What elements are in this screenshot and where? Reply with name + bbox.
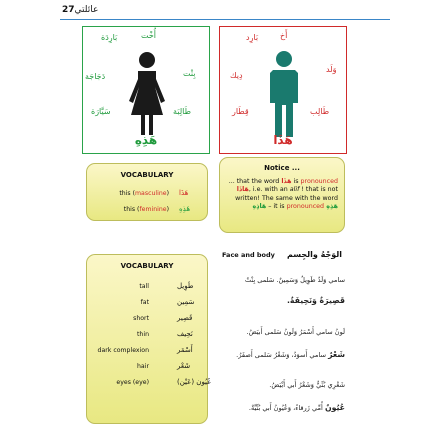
feminine-panel bbox=[82, 26, 210, 154]
section-heading-arabic: الوَجْهُ والجِسم bbox=[286, 250, 342, 259]
reading-line: قَصِيرَةٌ وَنَحِيفَةٌ. bbox=[286, 296, 345, 305]
box-title: Notice ... bbox=[264, 164, 300, 172]
vocab-english: tall bbox=[139, 283, 149, 290]
vocab-arabic: شَعْر bbox=[177, 362, 191, 370]
notice-line: هَاذِهِ – it is pronounced هَذِهِ bbox=[252, 202, 338, 210]
vocab-row bbox=[87, 362, 207, 372]
page-number: عائلتي27 bbox=[62, 5, 99, 15]
vocab-english: this (feminine) bbox=[123, 206, 169, 213]
word-label: قِطَار bbox=[232, 107, 249, 116]
word-label: طَالِب bbox=[310, 107, 330, 116]
vocab-row bbox=[87, 314, 207, 324]
reading-line: عُيُونُ أُمِّي زَرقاءُ، وَعُيُونُ أَبي بُنِّيَّةٌ. bbox=[248, 403, 345, 412]
page-header bbox=[60, 4, 390, 20]
word-label: أُخْت bbox=[141, 31, 157, 40]
word-label: بَارِدَة bbox=[101, 33, 118, 42]
word-label: دِيك bbox=[230, 71, 243, 80]
word-label: بَارِد bbox=[246, 33, 259, 42]
vocab-english: this (masculine) bbox=[119, 190, 169, 197]
notice-box bbox=[219, 157, 345, 233]
reading-line: سامي وَلَدٌ طَوِيلٌ وَسَمِينٌ. سَلمى بِنْتٌ bbox=[244, 276, 345, 284]
vocab-english: fat bbox=[140, 299, 149, 306]
vocab-arabic: عُيُون (عَيْن) bbox=[177, 378, 212, 386]
vocab-arabic: سَمِين bbox=[177, 298, 195, 306]
vocab-arabic: قَصِير bbox=[177, 314, 193, 322]
panel-title: هَذَا bbox=[273, 133, 293, 147]
reading-line: لَونُ سامي أَسْمَرُ وَلَونُ سَلمى أَبيَضُ. bbox=[246, 328, 345, 336]
vocab-arabic: نَحِيف bbox=[177, 330, 193, 338]
reading-line: شَعْرِي بُنِّيٌّ وَشَعْرُ أَبي أَبْيَضُ. bbox=[269, 381, 345, 389]
word-label: وَلَد bbox=[326, 65, 337, 74]
vocab-english: thin bbox=[137, 331, 149, 338]
section-heading-english: Face and body bbox=[222, 251, 275, 259]
vocab-arabic: هَذَا bbox=[179, 189, 189, 197]
vocab-row bbox=[87, 205, 207, 215]
panel-title: هَذِهِ bbox=[134, 133, 158, 147]
masculine-panel bbox=[219, 26, 347, 154]
notice-text bbox=[226, 178, 338, 211]
box-title: VOCABULARY bbox=[120, 171, 174, 179]
vocab-arabic: أَسْمَر bbox=[177, 346, 193, 354]
vocab-arabic: طَوِيل bbox=[177, 282, 194, 290]
box-title: VOCABULARY bbox=[120, 262, 174, 270]
word-label: أَخ bbox=[280, 31, 288, 40]
notice-line: written! The same with the word bbox=[235, 194, 338, 202]
word-label: دَجَاجَة bbox=[85, 72, 106, 81]
reading-line: شَعْرُ سامي أَسوَدُ، وَشَعْرُ سَلمى أَصفَرُ. bbox=[236, 350, 345, 359]
word-label: سَيَّارَة bbox=[91, 107, 111, 116]
vocab-row bbox=[87, 189, 207, 199]
section-heading bbox=[222, 250, 342, 262]
vocabulary-box-demonstratives bbox=[86, 163, 208, 221]
word-label: بِنْت bbox=[183, 69, 196, 78]
notice-line: ... that the word هَذَا is pronounced bbox=[228, 178, 338, 185]
vocab-english: short bbox=[133, 315, 149, 322]
vocab-english: dark complexion bbox=[97, 347, 149, 354]
vocab-english: hair bbox=[137, 363, 149, 370]
notice-line: هَاذَا, i.e. with an alif ! that is not bbox=[236, 186, 338, 194]
word-label: طَالِبَة bbox=[173, 107, 191, 116]
vocab-english: eyes (eye) bbox=[116, 379, 149, 386]
vocab-arabic: هَذِهِ bbox=[179, 205, 191, 213]
